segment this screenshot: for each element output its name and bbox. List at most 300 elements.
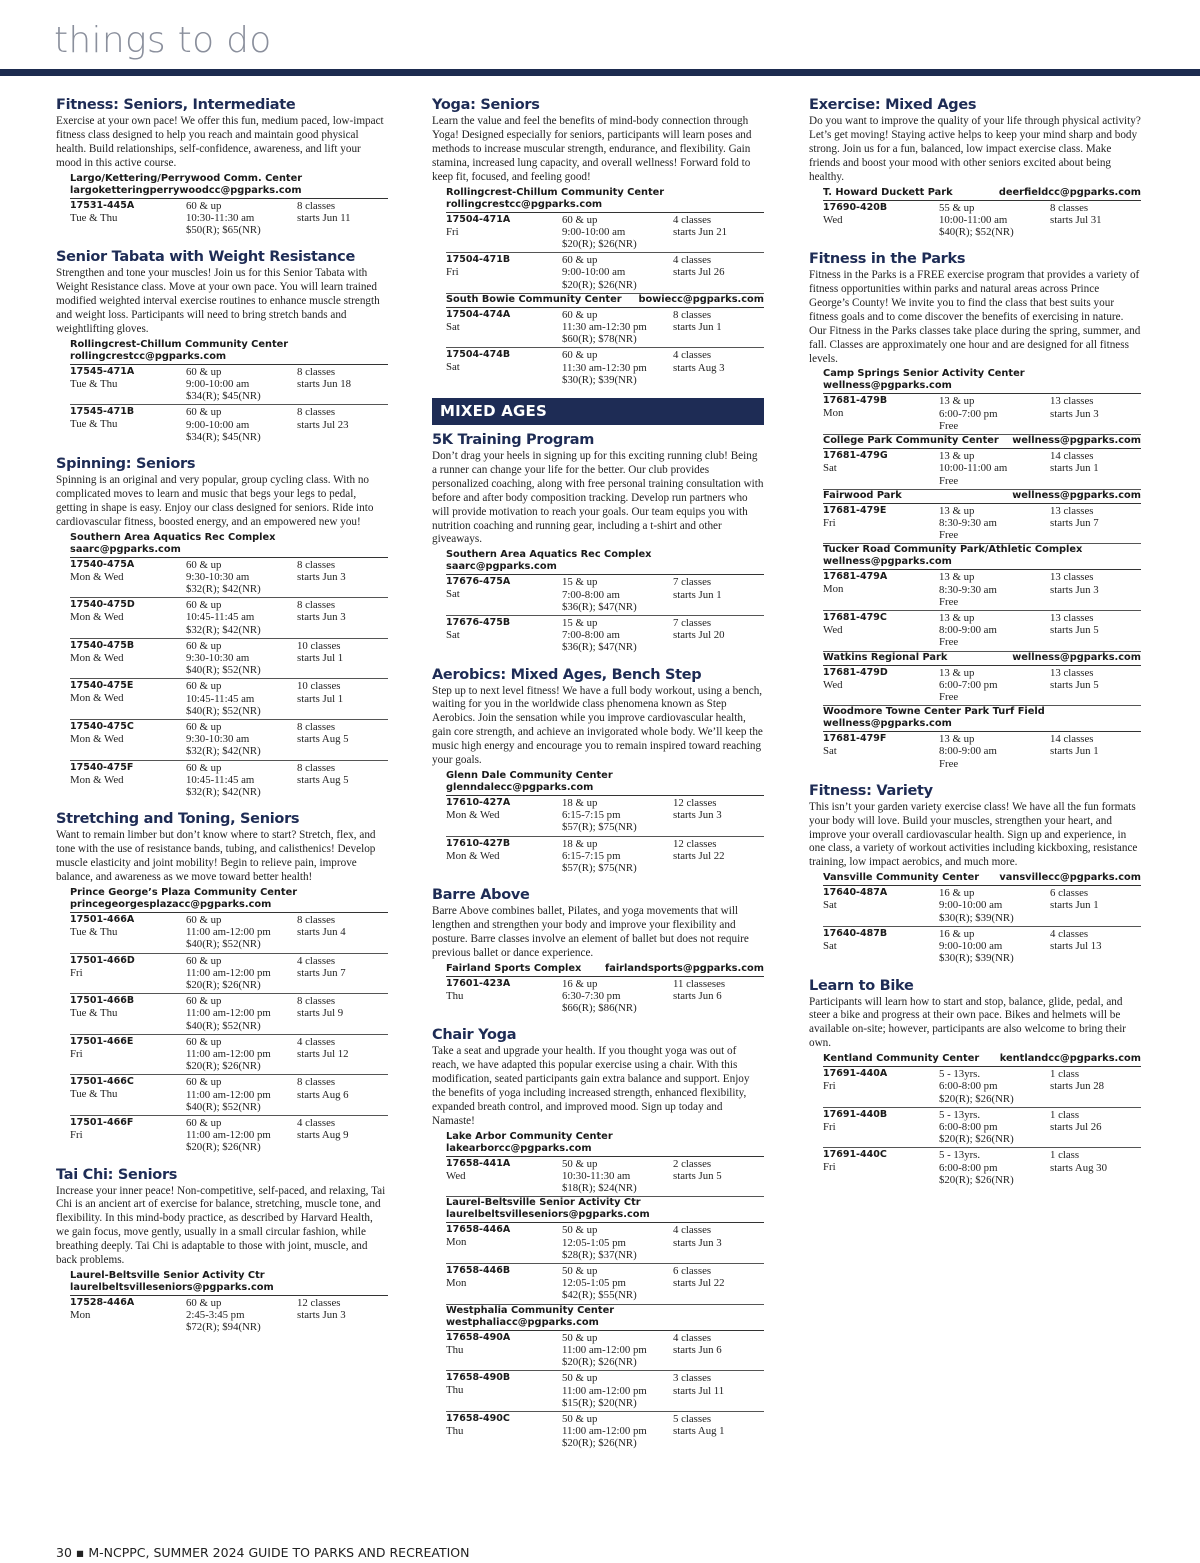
program-section <box>809 782 1141 967</box>
location-email[interactable]: deerfieldcc@pgparks.com <box>998 186 1141 198</box>
details-cell <box>562 214 673 251</box>
location-email[interactable]: wellness@pgparks.com <box>1012 489 1141 501</box>
schedule-cell <box>297 559 388 596</box>
class-row <box>823 927 1141 967</box>
course-time: 9:00-10:00 am <box>939 940 1003 953</box>
course-time: 7:00-8:00 am <box>562 629 620 642</box>
location-name: Tucker Road Community Park/Athletic Complex <box>823 544 1083 556</box>
course-fee: $57(R); $75(NR) <box>562 861 637 874</box>
location-name: Rollingcrest-Chillum Community Center <box>70 338 289 350</box>
class-row <box>70 558 388 599</box>
course-ages: 50 & up <box>562 1372 598 1385</box>
schedule-cell <box>1050 612 1141 649</box>
course-time: 8:30-9:30 am <box>939 516 997 529</box>
class-table <box>823 665 1141 707</box>
column-3 <box>809 96 1141 1198</box>
location-email[interactable]: kentlandcc@pgparks.com <box>999 1053 1141 1065</box>
location-name: Prince George’s Plaza Community Center <box>70 886 298 898</box>
course-days: Fri <box>70 1047 83 1060</box>
course-count: 13 classes <box>1050 571 1094 584</box>
course-start: starts Aug 1 <box>673 1425 725 1438</box>
class-row <box>70 954 388 995</box>
class-row <box>70 1035 388 1076</box>
location-name: Vansville Community Center <box>823 872 980 884</box>
course-fee: $20(R); $26(NR) <box>562 278 637 291</box>
course-number[interactable]: 17501-466C <box>70 1076 134 1088</box>
location-email[interactable]: fairlandsports@pgparks.com <box>604 962 764 974</box>
course-number[interactable]: 17501-466B <box>70 995 135 1007</box>
schedule-cell <box>297 366 388 403</box>
course-time: 9:00-10:00 am <box>939 899 1003 912</box>
schedule-cell <box>673 1224 764 1261</box>
course-count: 8 classes <box>297 1076 336 1089</box>
course-start: starts Jul 11 <box>673 1384 725 1397</box>
location-email[interactable]: princegeorgesplazacc@pgparks.com <box>70 898 272 910</box>
course-fee: $32(R); $42(NR) <box>186 623 261 636</box>
location-email[interactable]: largoketteringperrywoodcc@pgparks.com <box>70 184 302 196</box>
details-cell <box>939 928 1050 965</box>
course-number[interactable]: 17658-441A <box>446 1157 511 1169</box>
course-number[interactable]: 17540-475F <box>70 761 134 773</box>
class-row <box>446 616 764 656</box>
course-number[interactable]: 17540-475D <box>70 599 135 611</box>
location-header <box>70 173 388 197</box>
course-number[interactable]: 17504-474B <box>446 349 511 361</box>
location-header <box>446 549 764 573</box>
course-days: Fri <box>823 1120 836 1133</box>
course-count: 8 classes <box>297 558 336 571</box>
course-start: starts Jun 6 <box>673 990 722 1003</box>
course-number[interactable]: 17504-471A <box>446 213 511 225</box>
course-number[interactable]: 17531-445A <box>70 199 135 211</box>
course-days: Wed <box>823 213 843 226</box>
course-number[interactable]: 17501-466A <box>70 913 135 925</box>
course-number[interactable]: 17545-471A <box>70 365 135 377</box>
course-days: Sat <box>823 745 837 758</box>
course-ages: 60 & up <box>562 254 598 267</box>
schedule-cell <box>673 349 764 386</box>
course-time: 10:45-11:45 am <box>186 692 255 705</box>
course-number[interactable]: 17658-490C <box>446 1412 510 1424</box>
course-days: Fri <box>70 966 83 979</box>
course-count: 14 classes <box>1050 733 1094 746</box>
course-fee: $60(R); $78(NR) <box>562 333 637 346</box>
course-start: starts Jul 22 <box>673 849 725 862</box>
program-title: Aerobics: Mixed Ages, Bench Step <box>432 666 702 683</box>
details-cell <box>186 1117 297 1154</box>
course-fee: $42(R); $55(NR) <box>562 1289 637 1302</box>
class-table <box>70 364 388 445</box>
location-email[interactable]: saarc@pgparks.com <box>70 543 181 555</box>
course-cell <box>823 395 939 432</box>
course-number[interactable]: 17501-466D <box>70 954 135 966</box>
class-row <box>823 394 1141 435</box>
course-number[interactable]: 17504-474A <box>446 308 511 320</box>
course-fee: $34(R); $45(NR) <box>186 390 261 403</box>
course-count: 8 classes <box>673 308 712 321</box>
class-row <box>70 913 388 954</box>
course-start: starts Jun 21 <box>673 225 727 238</box>
course-ages: 50 & up <box>562 1331 598 1344</box>
course-time: 11:00 am-12:00 pm <box>186 1129 271 1142</box>
details-cell <box>562 1413 673 1450</box>
course-number[interactable]: 17658-490B <box>446 1372 511 1384</box>
location-email[interactable]: rollingcrestcc@pgparks.com <box>446 198 603 210</box>
course-days: Fri <box>823 1161 836 1174</box>
course-start: starts Jun 1 <box>673 588 722 601</box>
details-cell <box>562 1158 673 1195</box>
location-email[interactable]: rollingcrestcc@pgparks.com <box>70 350 227 362</box>
details-cell <box>562 1265 673 1302</box>
course-ages: 13 & up <box>939 733 975 746</box>
course-time: 9:00-10:00 am <box>562 266 626 279</box>
course-number[interactable]: 17601-423A <box>446 977 511 989</box>
course-cell <box>823 202 939 239</box>
course-number[interactable]: 17691-440C <box>823 1149 887 1161</box>
course-start: starts Jun 7 <box>1050 516 1099 529</box>
course-number[interactable]: 17658-446B <box>446 1265 511 1277</box>
program-section <box>432 1026 764 1451</box>
course-ages: 13 & up <box>939 571 975 584</box>
course-number[interactable]: 17528-446A <box>70 1296 135 1308</box>
schedule-cell <box>1050 733 1141 770</box>
course-cell <box>70 559 186 596</box>
course-start: starts Jun 1 <box>1050 462 1099 475</box>
course-number[interactable]: 17640-487B <box>823 927 888 939</box>
course-days: Sat <box>446 320 460 333</box>
course-fee: Free <box>939 419 959 432</box>
course-count: 13 classes <box>1050 395 1094 408</box>
course-fee: $30(R); $39(NR) <box>939 952 1014 965</box>
course-ages: 60 & up <box>186 680 222 693</box>
course-time: 6:00-7:00 pm <box>939 678 998 691</box>
location-header <box>823 187 1141 199</box>
course-time: 9:00-10:00 am <box>186 377 250 390</box>
location-email[interactable]: wellness@pgparks.com <box>1012 651 1141 663</box>
course-start: starts Jun 7 <box>297 966 346 979</box>
course-number[interactable]: 17681-479F <box>823 733 887 745</box>
page-header <box>0 0 1200 76</box>
class-row <box>70 199 388 239</box>
course-number[interactable]: 17681-479B <box>823 395 888 407</box>
course-start: starts Jun 3 <box>673 809 722 822</box>
location-header <box>823 706 1141 730</box>
location-header <box>446 1131 764 1155</box>
course-start: starts Jul 1 <box>297 692 344 705</box>
course-count: 10 classes <box>297 639 341 652</box>
course-days: Fri <box>70 1128 83 1141</box>
course-count: 5 classes <box>673 1412 712 1425</box>
course-fee: $40(R); $52(NR) <box>186 704 261 717</box>
details-cell <box>939 505 1050 542</box>
course-cell <box>70 680 186 717</box>
course-ages: 13 & up <box>939 611 975 624</box>
schedule-cell <box>1050 1068 1141 1105</box>
location-name: Glenn Dale Community Center <box>446 769 613 781</box>
location-name: Watkins Regional Park <box>823 651 948 663</box>
course-number[interactable]: 17610-427A <box>446 796 511 808</box>
course-days: Sat <box>446 628 460 641</box>
location-email[interactable]: bowiecc@pgparks.com <box>638 293 764 305</box>
details-cell <box>186 955 297 992</box>
course-time: 6:30-7:30 pm <box>562 990 621 1003</box>
program-title: Senior Tabata with Weight Resistance <box>56 249 355 266</box>
course-time: 8:00-9:00 am <box>939 624 997 637</box>
course-time: 12:05-1:05 pm <box>562 1277 626 1290</box>
course-count: 8 classes <box>297 406 336 419</box>
course-cell <box>446 254 562 291</box>
schedule-cell <box>1050 505 1141 542</box>
course-fee: $32(R); $42(NR) <box>186 786 261 799</box>
course-fee: Free <box>939 595 959 608</box>
class-table <box>823 731 1141 772</box>
program-title: Exercise: Mixed Ages <box>809 97 977 113</box>
course-ages: 60 & up <box>186 721 222 734</box>
program-section <box>809 96 1141 240</box>
course-ages: 16 & up <box>939 927 975 940</box>
course-number[interactable]: 17501-466E <box>70 1035 134 1047</box>
program-title: Yoga: Seniors <box>432 97 540 113</box>
course-number[interactable]: 17658-490A <box>446 1331 511 1343</box>
details-cell <box>186 995 297 1032</box>
location-email[interactable]: laurelbeltsvilleseniors@pgparks.com <box>70 1281 274 1293</box>
course-count: 6 classes <box>1050 887 1089 900</box>
schedule-cell <box>297 200 388 237</box>
course-ages: 50 & up <box>562 1157 598 1170</box>
course-fee: $40(R); $52(NR) <box>186 664 261 677</box>
class-table <box>823 885 1141 966</box>
class-row <box>70 405 388 445</box>
course-time: 6:00-7:00 pm <box>939 407 998 420</box>
course-ages: 15 & up <box>562 616 598 629</box>
course-start: starts Jul 31 <box>1050 213 1102 226</box>
course-number[interactable]: 17690-420B <box>823 201 888 213</box>
details-cell <box>939 612 1050 649</box>
course-time: 6:15-7:15 pm <box>562 809 621 822</box>
course-number[interactable]: 17681-479D <box>823 666 888 678</box>
schedule-cell <box>673 576 764 613</box>
course-days: Mon <box>823 583 844 596</box>
class-row <box>70 639 388 680</box>
course-number[interactable]: 17681-479E <box>823 504 887 516</box>
location-header <box>70 887 388 911</box>
course-start: starts Jun 3 <box>297 611 346 624</box>
course-days: Fri <box>823 516 836 529</box>
course-count: 13 classes <box>1050 504 1094 517</box>
course-fee: $40(R); $52(NR) <box>186 1019 261 1032</box>
course-cell <box>446 1224 562 1261</box>
course-ages: 60 & up <box>186 1116 222 1129</box>
schedule-cell <box>673 1413 764 1450</box>
details-cell <box>939 395 1050 432</box>
class-table <box>446 976 764 1017</box>
class-row <box>446 213 764 254</box>
location-header <box>446 294 764 306</box>
course-start: starts Aug 30 <box>1050 1161 1107 1174</box>
schedule-cell <box>673 797 764 834</box>
course-number[interactable]: 17540-475C <box>70 721 134 733</box>
location-email[interactable]: wellness@pgparks.com <box>823 718 952 730</box>
course-days: Sat <box>823 462 837 475</box>
course-ages: 60 & up <box>186 913 222 926</box>
course-count: 8 classes <box>297 199 336 212</box>
schedule-cell <box>297 680 388 717</box>
schedule-cell <box>1050 887 1141 924</box>
course-number[interactable]: 17658-446A <box>446 1224 511 1236</box>
program-section <box>56 1166 388 1336</box>
class-table <box>823 393 1141 435</box>
class-row <box>70 720 388 761</box>
program-description: Don’t drag your heels in signing up for this exciting running club! Being a runner can change your life for the better. Our club provides personalized coaching, along with free personal training consultation with before and after body composition tracking. Develop run partners who will provide motivation to reach your goals. Our team equips you with nutrition coaching and running gear, including a t-shirt and other giveaways. <box>432 449 764 546</box>
course-number[interactable]: 17540-475E <box>70 680 134 692</box>
course-time: 11:00 am-12:00 pm <box>562 1425 647 1438</box>
course-count: 7 classes <box>673 616 712 629</box>
course-days: Fri <box>446 266 459 279</box>
course-ages: 13 & up <box>939 666 975 679</box>
program-description: Learn the value and feel the benefits of mind-body connection through Yoga! Designed especially for seniors, participants will learn poses and methods to increase muscular strength, endurance, and flexibility. Gain stamina, increased lung capacity, and overall wellness! Forward fold to keep fit, focused, and feeling good! <box>432 115 752 183</box>
course-time: 9:30-10:30 am <box>186 652 250 665</box>
course-cell <box>446 1265 562 1302</box>
schedule-cell <box>1050 928 1141 965</box>
course-number[interactable]: 17610-427B <box>446 837 511 849</box>
course-fee: $18(R); $24(NR) <box>562 1182 637 1195</box>
course-fee: Free <box>939 757 959 770</box>
course-number[interactable]: 17545-471B <box>70 406 135 418</box>
course-number[interactable]: 17691-440A <box>823 1068 888 1080</box>
location-name: Fairland Sports Complex <box>446 962 582 974</box>
details-cell <box>186 640 297 677</box>
course-count: 13 classes <box>1050 611 1094 624</box>
column-1 <box>56 96 388 1346</box>
course-fee: Free <box>939 529 959 542</box>
class-table <box>823 503 1141 545</box>
schedule-cell <box>297 599 388 636</box>
course-cell <box>823 1149 939 1186</box>
class-row <box>70 1116 388 1156</box>
details-cell <box>939 450 1050 487</box>
course-fee: Free <box>939 636 959 649</box>
course-number[interactable]: 17681-479G <box>823 450 888 462</box>
course-start: starts Jul 26 <box>1050 1120 1102 1133</box>
location-name: Laurel-Beltsville Senior Activity Ctr <box>70 1269 265 1281</box>
program-section <box>432 431 764 656</box>
course-number[interactable]: 17676-475A <box>446 576 511 588</box>
location-name: Westphalia Community Center <box>446 1304 615 1316</box>
details-cell <box>562 576 673 613</box>
course-number[interactable]: 17676-475B <box>446 616 511 628</box>
course-number[interactable]: 17504-471B <box>446 254 511 266</box>
course-number[interactable]: 17540-475B <box>70 639 135 651</box>
course-time: 11:00 am-12:00 pm <box>186 1047 271 1060</box>
class-row <box>70 1075 388 1116</box>
program-description: Participants will learn how to start and stop, balance, glide, pedal, and steer a bike and progress at their own pace. Bikes and helmets will be available on-site; however, participants are also welcome to bring their own. <box>809 995 1127 1050</box>
course-count: 4 classes <box>673 349 712 362</box>
course-time: 8:30-9:30 am <box>939 583 997 596</box>
location-name: Woodmore Towne Center Park Turf Field <box>823 706 1045 718</box>
details-cell <box>939 1068 1050 1105</box>
schedule-cell <box>297 762 388 799</box>
schedule-cell <box>297 1076 388 1113</box>
schedule-cell <box>297 406 388 443</box>
course-count: 12 classes <box>297 1296 341 1309</box>
program-title: Chair Yoga <box>432 1027 517 1044</box>
course-fee: $36(R); $47(NR) <box>562 641 637 654</box>
course-fee: $40(R); $52(NR) <box>186 938 261 951</box>
course-start: starts Aug 5 <box>297 773 349 786</box>
class-table <box>446 795 764 876</box>
schedule-cell <box>673 1265 764 1302</box>
class-table <box>446 1156 764 1198</box>
course-start: starts Jun 1 <box>1050 899 1099 912</box>
course-time: 11:30 am-12:30 pm <box>562 361 647 374</box>
location-header <box>70 1270 388 1294</box>
location-header <box>70 339 388 363</box>
schedule-cell <box>673 838 764 875</box>
program-title: Barre Above <box>432 887 530 904</box>
location-email[interactable]: lakearborcc@pgparks.com <box>446 1142 592 1154</box>
schedule-cell <box>297 1036 388 1073</box>
course-fee: $30(R); $39(NR) <box>939 911 1014 924</box>
location-email[interactable]: wellness@pgparks.com <box>1012 435 1141 447</box>
course-days: Tue & Thu <box>70 418 118 431</box>
location-email[interactable]: saarc@pgparks.com <box>446 561 557 573</box>
class-table <box>446 212 764 294</box>
course-days: Wed <box>446 1169 466 1182</box>
course-cell <box>70 995 186 1032</box>
course-number[interactable]: 17681-479C <box>823 611 887 623</box>
course-cell <box>446 838 562 875</box>
class-table <box>823 200 1141 241</box>
course-ages: 18 & up <box>562 796 598 809</box>
location-name: South Bowie Community Center <box>446 293 622 305</box>
course-ages: 50 & up <box>562 1265 598 1278</box>
course-start: starts Jun 28 <box>1050 1080 1104 1093</box>
location-header <box>446 1197 764 1221</box>
schedule-cell <box>297 914 388 951</box>
course-number[interactable]: 17640-487A <box>823 887 888 899</box>
location-email[interactable]: wellness@pgparks.com <box>823 556 952 568</box>
course-cell <box>446 978 562 1015</box>
program-description: Step up to next level fitness! We have a full body workout, using a bench, waiting for you in the worldwide class phenomena known as Step Aerobics. Join the sensation while you improve cardiovascular health, gain core strength, and achieve an invigorated whole body. We’ll keep the music high energy and encourage you to remain inspired toward reaching your goals. <box>432 684 763 767</box>
page-footer: 30 ▪ M-NCPPC, SUMMER 2024 GUIDE TO PARKS AND RECREATION <box>56 1545 470 1560</box>
class-row <box>446 253 764 294</box>
course-number[interactable]: 17501-466F <box>70 1116 134 1128</box>
course-number[interactable]: 17540-475A <box>70 558 135 570</box>
location-email[interactable]: glenndalecc@pgparks.com <box>446 781 594 793</box>
class-row <box>823 666 1141 707</box>
location-email[interactable]: vansvillecc@pgparks.com <box>999 872 1141 884</box>
program-title: Fitness: Seniors, Intermediate <box>56 97 296 113</box>
location-email[interactable]: wellness@pgparks.com <box>823 380 952 392</box>
details-cell <box>562 1224 673 1261</box>
course-number[interactable]: 17681-479A <box>823 571 888 583</box>
location-header <box>446 963 764 975</box>
schedule-cell <box>673 617 764 654</box>
course-ages: 60 & up <box>562 308 598 321</box>
course-fee: $30(R); $39(NR) <box>562 373 637 386</box>
course-days: Thu <box>446 1384 464 1397</box>
location-email[interactable]: westphaliacc@pgparks.com <box>446 1316 599 1328</box>
details-cell <box>939 1149 1050 1186</box>
course-count: 1 class <box>1050 1149 1080 1162</box>
course-cell <box>70 914 186 951</box>
course-number[interactable]: 17691-440B <box>823 1108 888 1120</box>
program-section <box>56 810 388 1155</box>
course-count: 4 classes <box>297 1116 336 1129</box>
schedule-cell <box>1050 395 1141 432</box>
location-email[interactable]: laurelbeltsvilleseniors@pgparks.com <box>446 1209 650 1221</box>
program-description: Fitness in the Parks is a FREE exercise program that provides a variety of fitness opportunities within parks and natural areas across Prince George’s County! We invite you to find the class that best suits your fitness goals and to come discover the benefits of exercising in nature. Our Fitness in the Parks classes take place during the spring, summer, and fall. Classes are approximately one hour and are designed for all fitness levels. <box>809 269 1141 365</box>
